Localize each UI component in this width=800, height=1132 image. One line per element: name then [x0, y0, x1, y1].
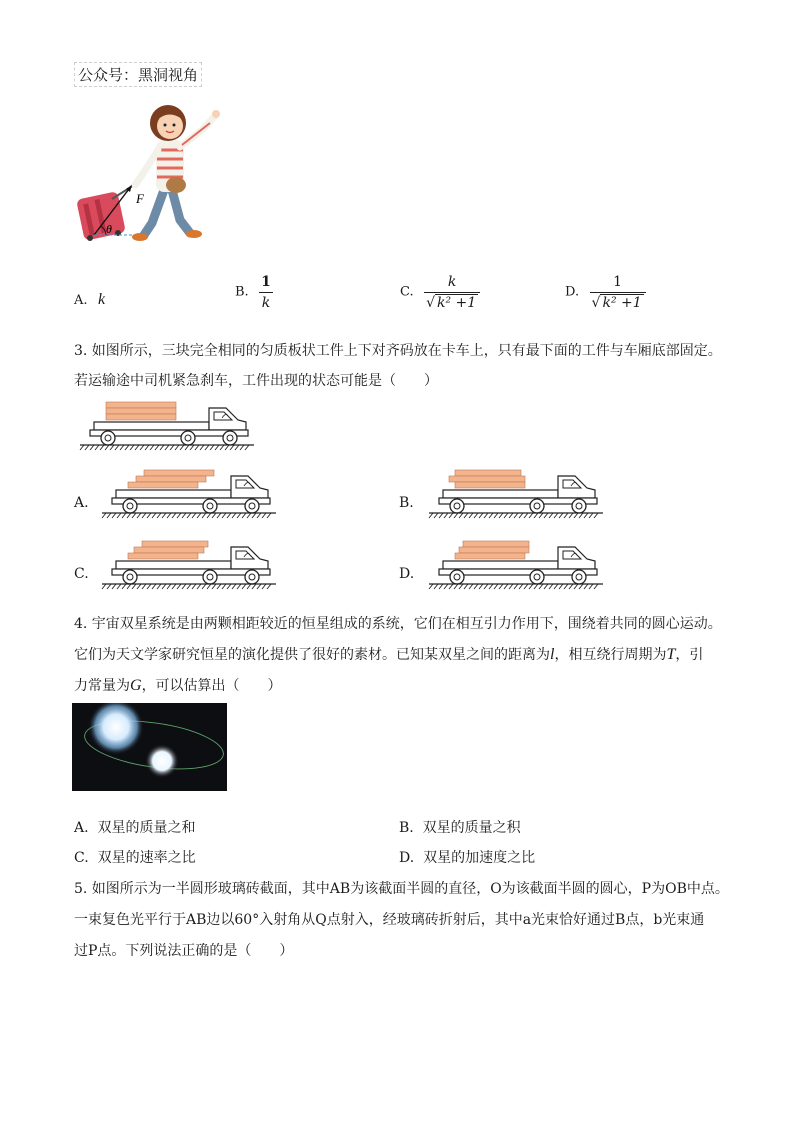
q4-line-2: 它们为天文学家研究恒星的演化提供了很好的素材。已知某双星之间的距离为l，相互绕行周期为T，引 — [74, 646, 704, 663]
q2-option-a-expr: k — [97, 291, 106, 308]
angle-label: θ — [106, 222, 112, 236]
q2-option-d-fraction: $\frac{1}{\text{√ k² +1}}$ — [590, 272, 646, 313]
var-l: l — [550, 646, 555, 663]
q2-option-b-fraction: $\frac{1}{k}$ — [261, 274, 271, 311]
q2-option-c-fraction: $\frac{k}{\text{√ k² +1}}$ — [424, 272, 480, 313]
var-G: G — [130, 677, 142, 694]
q3-option-a-figure[interactable] — [100, 464, 280, 519]
q3-line-1: 3. 如图所示，三块完全相同的匀质板状工件上下对齐码放在卡车上，只有最下面的工件与车厢底部固定。 — [74, 343, 722, 359]
q2-option-a[interactable]: A. k — [74, 291, 106, 308]
q3-option-d-label[interactable]: D. — [399, 566, 415, 582]
watermark-text: 公众号：黑洞视角 — [74, 62, 202, 87]
q3-option-c-figure[interactable] — [100, 535, 280, 590]
q4-option-b[interactable]: B. 双星的质量之积 — [399, 820, 521, 836]
q5-line-1: 5. 如图所示为一半圆形玻璃砖截面，其中AB为该截面半圆的直径，O为该截面半圆的圆心，P为OB中点。 — [74, 881, 729, 897]
q2-option-c[interactable]: C. $\frac{k}{\text{√ k² +1}}$ — [400, 272, 480, 313]
q5-line-2: 一束复色光平行于AB边以60°入射角从Q点射入，经玻璃砖折射后，其中a光束恰好通过B点，b光束通 — [74, 912, 705, 928]
q3-option-a-label[interactable]: A. — [74, 495, 89, 511]
binary-star-image — [72, 703, 227, 791]
q4-line-1: 4. 宇宙双星系统是由两颗相距较近的恒星组成的系统，它们在相互引力作用下，围绕着共同的圆心运动。 — [74, 616, 722, 632]
q3-main-truck-figure — [78, 396, 258, 451]
q2-option-d[interactable]: D. $\frac{1}{\text{√ k² +1}}$ — [565, 272, 646, 313]
q2-option-b[interactable]: B. $\frac{1}{k}$ — [235, 274, 271, 311]
q3-option-c-label[interactable]: C. — [74, 566, 89, 582]
q4-line-3: 力常量为G，可以估算出（ ） — [74, 677, 282, 694]
force-label: F — [136, 191, 144, 206]
var-T: T — [666, 646, 676, 663]
girl-suitcase-figure — [72, 95, 232, 245]
q3-option-b-label[interactable]: B. — [399, 495, 414, 511]
q3-option-b-figure[interactable] — [427, 464, 607, 519]
q4-option-a[interactable]: A. 双星的质量之和 — [74, 820, 196, 836]
q3-option-d-figure[interactable] — [427, 535, 607, 590]
q3-line-2: 若运输途中司机紧急刹车，工件出现的状态可能是（ ） — [74, 373, 438, 389]
q4-option-d[interactable]: D. 双星的加速度之比 — [399, 850, 536, 866]
q4-option-c[interactable]: C. 双星的速率之比 — [74, 850, 196, 866]
q5-line-3: 过P点。下列说法正确的是（ ） — [74, 943, 294, 959]
